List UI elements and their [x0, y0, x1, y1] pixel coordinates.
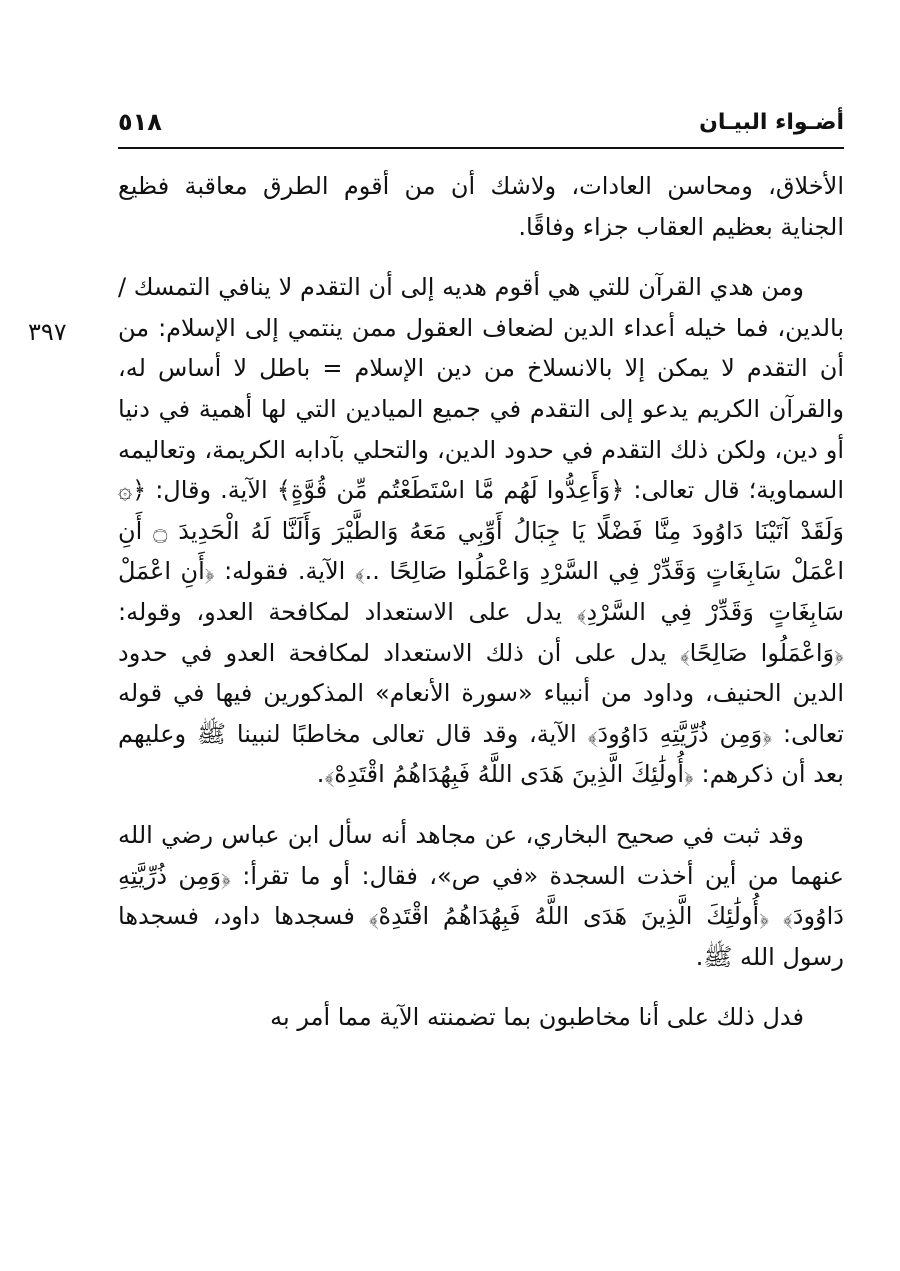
- paragraph-4: فدل ذلك على أنا مخاطبون بما تضمنته الآية مما أمر به: [270, 1003, 804, 1032]
- header-divider: [118, 147, 844, 149]
- page-header: [118, 108, 844, 148]
- paragraph-2: ومن هدي القرآن للتي هي أقوم هديه إلى أن التقدم لا ينافي التمسك / بالدين، فما خيله أعداء الدين لضعاف العقول ممن ينتمي إلى الإسلام: من أن التقدم لا يمكن إلا بالانسلاخ من دين الإسلام = باطل لا أساس له، والقرآن الكريم يدعو إلى التقدم في جميع الميادين التي لها أهمية في دنيا أو دين، ولكن ذلك التقدم في حدود الدين، والتحلي بآدابه الكريمة، وتعاليمه السماوية؛ قال تعالى: ﴿وَأَعِدُّوا لَهُم مَّا اسْتَطَعْتُم مِّن قُوَّةٍ﴾ الآية. وقال: ﴿۞ وَلَقَدْ آتَيْنَا دَاوُودَ مِنَّا فَضْلًا يَا جِبَالُ أَوِّبِي مَعَهُ وَالطَّيْرَ وَأَلَنَّا لَهُ الْحَدِيدَ ۝ أَنِ اعْمَلْ سَابِغَاتٍ وَقَدِّرْ فِي السَّرْدِ وَاعْمَلُوا صَالِحًا ..﴾ الآية. فقوله: ﴿أَنِ اعْمَلْ سَابِغَاتٍ وَقَدِّرْ فِي السَّرْدِ﴾ يدل على الاستعداد لمكافحة العدو، وقوله: ﴿وَاعْمَلُوا صَالِحًا﴾ يدل على أن ذلك الاستعداد لمكافحة العدو في حدود الدين الحنيف، وداود من أنبياء «سورة الأنعام» المذكورين فيها في قوله تعالى: ﴿وَمِن ذُرِّيَّتِهِ دَاوُودَ﴾ الآية، وقد قال تعالى مخاطبًا لنبينا ﷺ وعليهم بعد أن ذكرهم: ﴿أُولَٰئِكَ الَّذِينَ هَدَى اللَّهُ فَبِهُدَاهُمُ اقْتَدِهْ﴾.: [118, 273, 845, 789]
- body-text: [118, 166, 844, 1058]
- paragraph-3: وقد ثبت في صحيح البخاري، عن مجاهد أنه سأل ابن عباس رضي الله عنهما من أين أخذت السجدة «في ص»، فقال: أو ما تقرأ: ﴿وَمِن ذُرِّيَّتِهِ دَاوُودَ﴾ ﴿أُولَٰئِكَ الَّذِينَ هَدَى اللَّهُ فَبِهُدَاهُمُ اقْتَدِهْ﴾ فسجدها داود، فسجدها رسول الله ﷺ.: [118, 820, 844, 971]
- paragraph-1: الأخلاق، ومحاسن العادات، ولاشك أن من أقوم الطرق معاقبة فظيع الجناية بعظيم العقاب جزاء وفاقًا.: [118, 172, 844, 241]
- book-title: أضـواء البيـان: [699, 110, 844, 135]
- page-number: ٥١٨: [118, 108, 162, 136]
- margin-page-reference: ٣٩٧: [28, 318, 67, 346]
